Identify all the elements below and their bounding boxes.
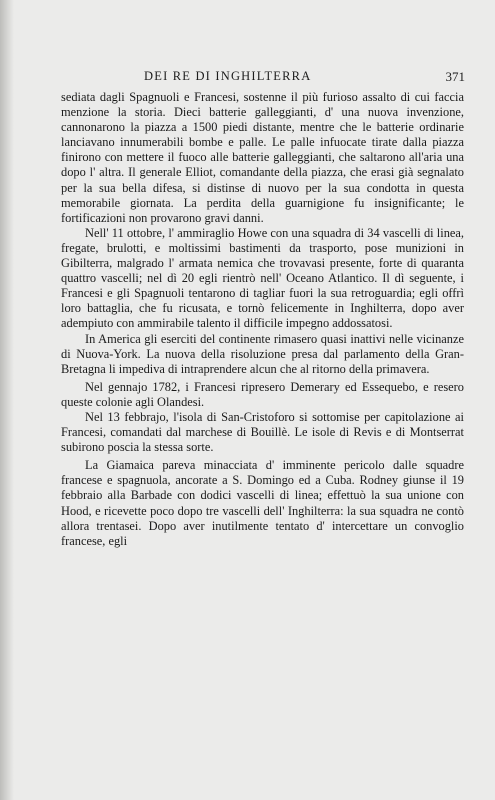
running-title: DEI RE DI INGHILTERRA bbox=[144, 69, 312, 83]
page-header bbox=[60, 69, 465, 87]
paragraph: Nel 13 febbrajo, l'isola di San-Cristoforo si sottomise per capitolazione ai Francesi, comandati dal marchese di Bouillè. Le isole di Revis e di Montserrat subirono poscia la stessa sorte. bbox=[61, 409, 464, 455]
page-number: 371 bbox=[445, 69, 465, 84]
paragraph: In America gli eserciti del continente rimasero quasi inattivi nelle vicinanze di Nuova-York. La nuova della risoluzione presa dal parlamento della Gran-Bretagna li impediva di intraprendere alcun che al ritorno della primavera. bbox=[61, 331, 464, 376]
body-text bbox=[61, 90, 464, 549]
paragraph: Nel gennajo 1782, i Francesi ripresero Demerary ed Essequebo, e resero queste colonie agli Olandesi. bbox=[61, 379, 464, 409]
paragraph: La Giamaica pareva minacciata d' imminente pericolo dalle squadre francese e spagnuola, ancorate a S. Domingo ed a Cuba. Rodney giunse il 19 febbraio alla Barbade con dodici vascelli di linea; effettuò la sua unione con Hood, e ricevette poco dopo tre vascelli dell' Inghilterra: la sua squadra ne contò allora trentasei. Dopo aver inutilmente tentato d' intercettare un convoglio francese, egli bbox=[61, 458, 464, 548]
paragraph: sediata dagli Spagnuoli e Francesi, sostenne il più furioso assalto di cui faccia menzione la storia. Dieci batterie galleggianti, d' una nuova invenzione, cannonarono la piazza a 1500 piedi distante, mentre che le batterie ordinarie lanciavano innumerabili bombe e palle. Le palle infuocate tirate dalla piazza finirono con mettere il fuoco alle batterie galleggianti, che saltarono all'aria una dopo l' altra. Il generale Elliot, comandante della piazza, che erasi già segnalato per la sua bella difesa, si distinse di nuovo per la sua condotta in questa memorabile giornata. La perdita della guarnigione fu insignificante; le fortificazioni non provarono gravi danni. bbox=[61, 90, 464, 225]
paragraph: Nell' 11 ottobre, l' ammiraglio Howe con una squadra di 34 vascelli di linea, fregate, brulotti, e moltissimi bastimenti da trasporto, pose munizioni in Gibilterra, malgrado l' armata nemica che trovavasi presente, forte di quaranta quattro vascelli; nel dì 20 egli rientrò nell' Oceano Atlantico. Il dì seguente, i Francesi e gli Spagnuoli tentarono di tagliar fuori la sua retroguardia; egli offrì loro battaglia, che fu ricusata, e tornò felicemente in Inghilterra, dopo aver adempiuto con ammirabile talento il difficile impegno addossatosi. bbox=[61, 225, 464, 331]
